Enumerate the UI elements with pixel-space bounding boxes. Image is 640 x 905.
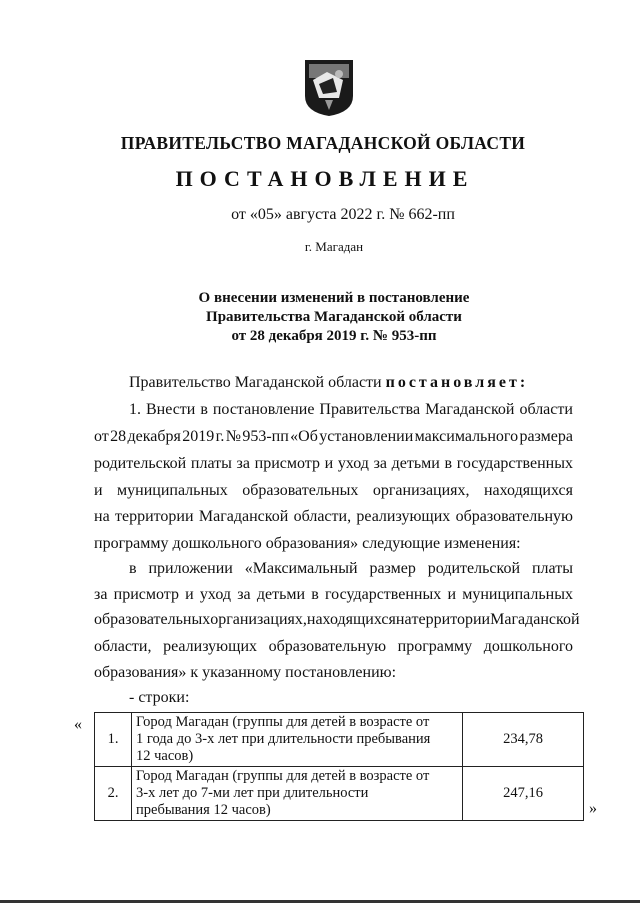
row-value: 234,78 [463,713,584,767]
description-line: 3-х лет до 7-ми лет при длительности [136,785,369,801]
paragraph-1-line: 1. Внести в постановление Правительства Магаданской области [129,401,573,418]
paragraph-1-line: на территории Магаданской области, реализующих образовательную [94,508,573,525]
document-subject [0,289,640,346]
intro-text: Правительство Магаданской области [129,374,382,391]
intro-line [129,373,528,393]
paragraph-2-line: в приложении «Максимальный размер родительской платы [129,560,573,577]
description-line: Город Магадан (группы для детей в возрасте от [136,714,430,730]
row-description [132,713,463,767]
government-name: ПРАВИТЕЛЬСТВО МАГАДАНСКОЙ ОБЛАСТИ [120,133,526,153]
description-line: пребывания 12 часов) [136,802,271,818]
paragraph-1-line: программу дошкольного образования» следующие изменения: [94,535,521,552]
description-line: 1 года до 3-х лет при длительности пребывания [136,731,431,747]
row-number: 1. [95,713,132,767]
description-line: Город Магадан (группы для детей в возрасте от [136,768,430,784]
table-row [95,713,584,767]
coat-of-arms-icon [303,58,355,118]
document-type: ПОСТАНОВЛЕНИЕ [175,166,475,191]
row-value: 247,16 [463,767,584,821]
subject-line: О внесении изменений в постановление [198,290,470,306]
row-number: 2. [95,767,132,821]
paragraph-1-line: и муниципальных образовательных организациях, находящихся [94,482,573,499]
paragraph-1-line: от 28 декабря 2019 г. № 953-пп «Об установлении максимального размера [94,428,573,445]
intro-verb: постановляет: [385,374,529,391]
subject-line: от 28 декабря 2019 г. № 953-пп [231,328,437,344]
paragraph-2-line: области, реализующих образовательную программу дошкольного [94,638,573,655]
paragraph-2-line: образования» к указанному постановлению: [94,664,397,681]
closing-quote: » [589,800,597,817]
scan-edge-divider [0,900,640,903]
document-city: г. Магадан [304,239,364,254]
row-description [132,767,463,821]
opening-quote: « [74,716,82,733]
description-line: 12 часов) [136,748,194,764]
paragraph-2-line: за присмотр и уход за детьми в государственных и муниципальных [94,586,573,603]
fee-table [94,712,584,821]
paragraph-2-line: образовательных организациях, находящихся на территории Магаданской [94,611,580,628]
rows-label: - строки: [129,689,190,706]
document-date-number: от «05» августа 2022 г. № 662-пп [231,206,455,223]
subject-line: Правительства Магаданской области [206,309,462,325]
table-row [95,767,584,821]
paragraph-1-line: родительской платы за присмотр и уход за детьми в государственных [94,455,573,472]
